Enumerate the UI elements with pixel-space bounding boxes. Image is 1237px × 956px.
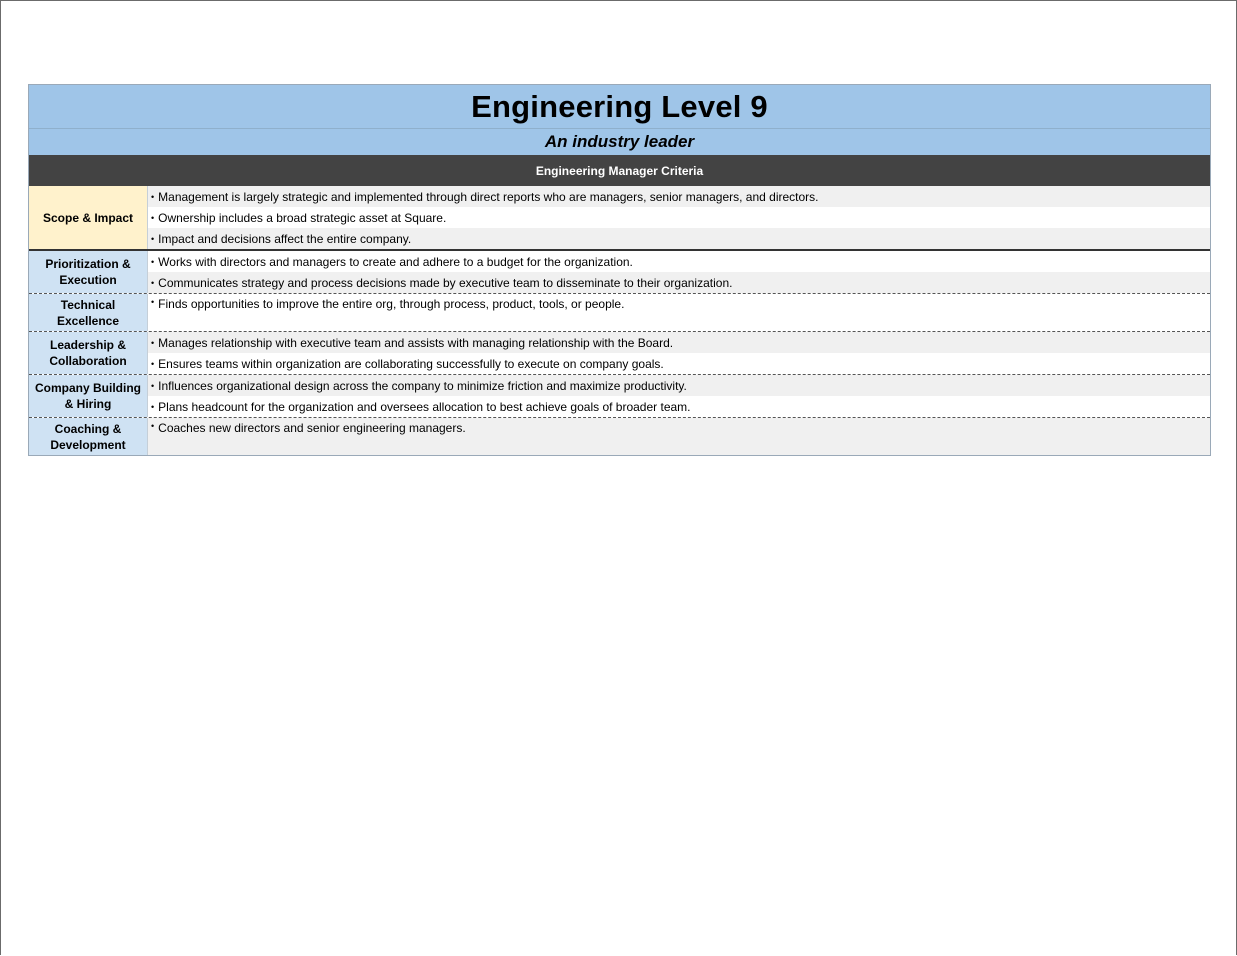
criteria-item: [148, 418, 1210, 455]
criteria-group-technical-excellence: [29, 294, 1210, 332]
criteria-item: [148, 396, 1210, 417]
bullet-icon: •: [151, 277, 155, 288]
criteria-label: Technical Excellence: [29, 294, 148, 331]
criteria-text: Manages relationship with executive team and assists with managing relationship with the Board.: [158, 335, 674, 350]
criteria-label: Coaching & Development: [29, 418, 148, 455]
bullet-icon: •: [151, 297, 155, 307]
bullet-icon: •: [151, 358, 155, 369]
criteria-group-coaching-development: [29, 418, 1210, 455]
page-title: Engineering Level 9: [29, 85, 1210, 129]
criteria-item: [148, 375, 1210, 396]
criteria-group-prioritization-execution: [29, 251, 1210, 294]
criteria-items: [148, 418, 1210, 455]
criteria-label: Scope & Impact: [29, 186, 148, 249]
criteria-items: [148, 186, 1210, 249]
criteria-text: Ensures teams within organization are collaborating successfully to execute on company goals.: [158, 356, 664, 371]
criteria-group-scope-impact: [29, 186, 1210, 251]
criteria-item: [148, 207, 1210, 228]
criteria-item: [148, 353, 1210, 374]
criteria-item: [148, 186, 1210, 207]
criteria-label: Prioritization & Execution: [29, 251, 148, 293]
criteria-text: Ownership includes a broad strategic asset at Square.: [158, 210, 447, 225]
bullet-icon: •: [151, 380, 155, 391]
criteria-label: Company Building & Hiring: [29, 375, 148, 417]
criteria-item: [148, 294, 1210, 331]
criteria-text: Communicates strategy and process decisions made by executive team to disseminate to their organization.: [158, 275, 733, 290]
criteria-items: [148, 332, 1210, 374]
criteria-group-leadership-collaboration: [29, 332, 1210, 375]
criteria-items: [148, 251, 1210, 293]
bullet-icon: •: [151, 233, 155, 244]
page-subtitle: An industry leader: [29, 129, 1210, 155]
bullet-icon: •: [151, 337, 155, 348]
criteria-text: Influences organizational design across the company to minimize friction and maximize productivity.: [158, 378, 687, 393]
bullet-icon: •: [151, 421, 155, 431]
criteria-items: [148, 294, 1210, 331]
section-header: Engineering Manager Criteria: [29, 155, 1210, 186]
bullet-icon: •: [151, 212, 155, 223]
criteria-label: Leadership & Collaboration: [29, 332, 148, 374]
level-criteria-table: [28, 84, 1211, 456]
bullet-icon: •: [151, 401, 155, 412]
criteria-group-company-building-hiring: [29, 375, 1210, 418]
criteria-text: Management is largely strategic and implemented through direct reports who are managers, senior managers, and directors.: [158, 189, 819, 204]
bullet-icon: •: [151, 256, 155, 267]
criteria-text: Coaches new directors and senior engineering managers.: [158, 421, 466, 435]
criteria-item: [148, 228, 1210, 249]
criteria-item: [148, 251, 1210, 272]
criteria-text: Plans headcount for the organization and oversees allocation to best achieve goals of broader team.: [158, 399, 691, 414]
bullet-icon: •: [151, 191, 155, 202]
criteria-text: Impact and decisions affect the entire company.: [158, 231, 412, 246]
criteria-text: Works with directors and managers to create and adhere to a budget for the organization.: [158, 254, 633, 269]
criteria-items: [148, 375, 1210, 417]
criteria-item: [148, 332, 1210, 353]
criteria-item: [148, 272, 1210, 293]
criteria-text: Finds opportunities to improve the entire org, through process, product, tools, or people.: [158, 297, 625, 311]
